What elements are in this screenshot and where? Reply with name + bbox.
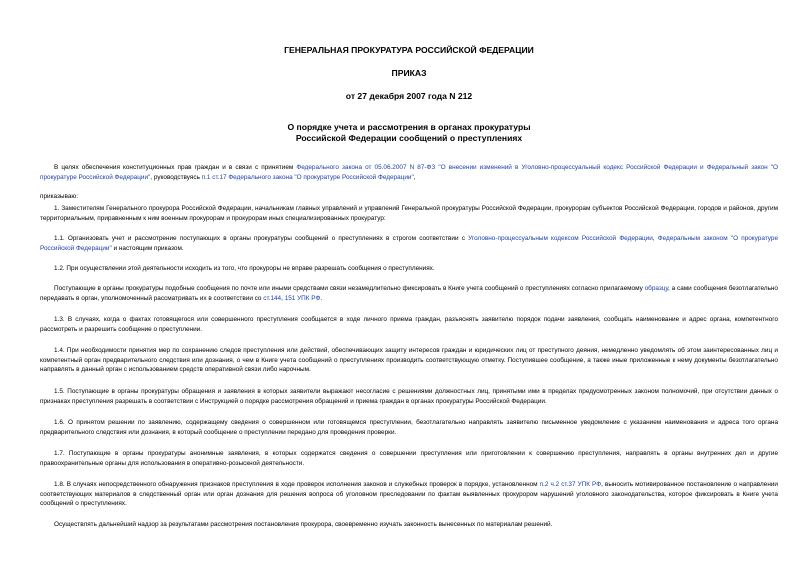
link-federal-law-87fz[interactable]: Федерального закона от 05.06.2007 N 87-ФЗ "О внесении изменений в Уголовно-процессуальный кодекс Российской Федерации и Федеральный закон "О прокуратуре Российской Федерации" xyxy=(40,164,778,181)
document-type: ПРИКАЗ xyxy=(391,68,427,78)
document-title-line-2: Российской Федерации сообщений о преступлениях xyxy=(295,133,523,143)
document-title-line-1: О порядке учета и рассмотрения в органах прокуратуры xyxy=(287,122,531,132)
paragraph-1-4: 1.4. При необходимости принятия мер по сохранению следов преступления или действий, обеспечивающих защиту интересов граждан и юридических лиц от преступного деяния, немедленно уведомлять об этом заинтересованных лиц и компетентный орган предварительного следствия или дознания, о чем в Книге учета сообщений о преступлениях производить соответствующую отметку. Поступившее сообщение, а также иные приложенные к нему документы безотлагательно направлять в данный орган с использованием средств оперативной связи либо нарочным. xyxy=(40,347,778,374)
paragraph-1-5: 1.5. Поступающие в органы прокуратуры обращения и заявления в которых заявители выражают несогласие с решениями должностных лиц, принятыми ими в пределах предусмотренных законом полномочий, при отсутствии данных о признаках преступления разрешать в соответствии с Инструкцией о порядке рассмотрения обращений и приема граждан в органах прокуратуры Российской Федерации. xyxy=(40,388,778,405)
incoming-text-2: , а сами сообщения безотлагательно передавать в орган, уполномоченный рассматривать их в соответствии со xyxy=(40,285,778,302)
p1-8-text-1: 1.8. В случаях непосредственного обнаружения признаков преступления в ходе проверок исполнения законов и служебных проверок в порядке, установленном xyxy=(54,481,540,488)
paragraph-1: 1. Заместителям Генерального прокурора Российской Федерации, начальникам главных управлений и управлений Генеральной прокуратуры Российской Федерации, прокурорам субъектов Российской Федерации, городов и районов, другим территориальным, приравненным к ним военным прокурорам и прокурорам иных специализированных прокуратур: xyxy=(40,205,778,222)
paragraph-1-8 xyxy=(40,480,778,509)
organization-title: ГЕНЕРАЛЬНАЯ ПРОКУРАТУРА РОССИЙСКОЙ ФЕДЕРАЦИИ xyxy=(284,45,534,55)
p1-1-text-2: , xyxy=(652,235,658,242)
intro-text-3: , xyxy=(413,173,416,181)
paragraph-1-7: 1.7. Поступающие в органы прокуратуры анонимные заявления, в которых содержатся сведения о совершении преступления или приготовлении к совершению преступления, направлять в органы внутренних дел и другие правоохранительные органы для использования в оперативно-розыскной деятельности. xyxy=(40,450,778,467)
paragraph-incoming-reports xyxy=(40,284,778,303)
intro-text-1: В целях обеспечения конституционных прав граждан и в связи с принятием xyxy=(54,164,297,171)
paragraph-1-2: 1.2. При осуществлении этой деятельности исходить из того, что прокуроры не вправе разрешать сообщения о преступлениях. xyxy=(54,265,435,272)
link-prosecutor-law-art17[interactable]: п.1 ст.17 Федерального закона "О прокуратуре Российской Федерации" xyxy=(201,173,414,181)
p1-8-text-2: , выносить мотивированное постановление о направлении соответствующих материалов в следственный орган или орган дознания для решения вопроса об уголовном преследовании по фактам выявленных прокурором нарушений уголовного законодательства, которое фиксировать в Книге учета сообщений о преступлениях. xyxy=(40,481,779,508)
incoming-text-3: , xyxy=(281,294,285,302)
link-art-151-upk[interactable]: 151 УПК РФ xyxy=(284,294,321,302)
paragraph-order-word: приказываю: xyxy=(40,193,78,200)
intro-text-2: , руководствуясь xyxy=(150,173,202,181)
incoming-text-4: . xyxy=(320,294,323,302)
incoming-text-1: Поступающие в органы прокуратуры подобные сообщения по почте или иными средствами связи незамедлительно фиксировать в Книге учета сообщений о преступлениях согласно прилагаемому xyxy=(54,285,645,292)
p1-1-text-3: и настоящим приказом. xyxy=(111,244,184,252)
paragraph-1-6: 1.6. О принятом решении по заявлению, содержащему сведения о совершенном или готовящемся преступлении, безотлагательно направлять заявителю письменное уведомление с указанием наименования и адреса того органа предварительного следствия или дознания, в который сообщение о преступлении передано для проведения проверки. xyxy=(40,419,778,436)
document-date-number: от 27 декабря 2007 года N 212 xyxy=(345,91,473,101)
p1-1-text-1: 1.1. Организовать учет и рассмотрение поступающих в органы прокуратуры сообщений о преступлениях в строгом соответствии с xyxy=(54,235,469,242)
link-art-144[interactable]: ст.144 xyxy=(263,294,282,302)
link-criminal-procedure-code[interactable]: Уголовно-процессуальным кодексом Российской Федерации xyxy=(468,235,653,242)
paragraph-final: Осуществлять дальнейший надзор за результатами рассмотрения постановления прокурора, своевременно изучать законность вынесенных по материалам решений. xyxy=(54,521,553,528)
link-prosecutor-law[interactable]: Федеральным законом "О прокуратуре Российской Федерации" xyxy=(40,235,778,252)
link-upk-art-37[interactable]: п.2 ч.2 ст.37 УПК РФ xyxy=(539,481,602,488)
paragraph-1-1 xyxy=(40,234,778,253)
link-sample-form[interactable]: образцу xyxy=(644,285,669,292)
paragraph-1-3: 1.3. В случаях, когда о фактах готовящегося или совершенного преступления сообщается в ходе личного приема граждан, разъяснять заявителю порядок подачи заявления, сообщать наименование и адрес органа, компетентного рассмотреть и разрешить сообщение о преступлении. xyxy=(40,316,778,333)
paragraph-intro xyxy=(40,163,778,182)
